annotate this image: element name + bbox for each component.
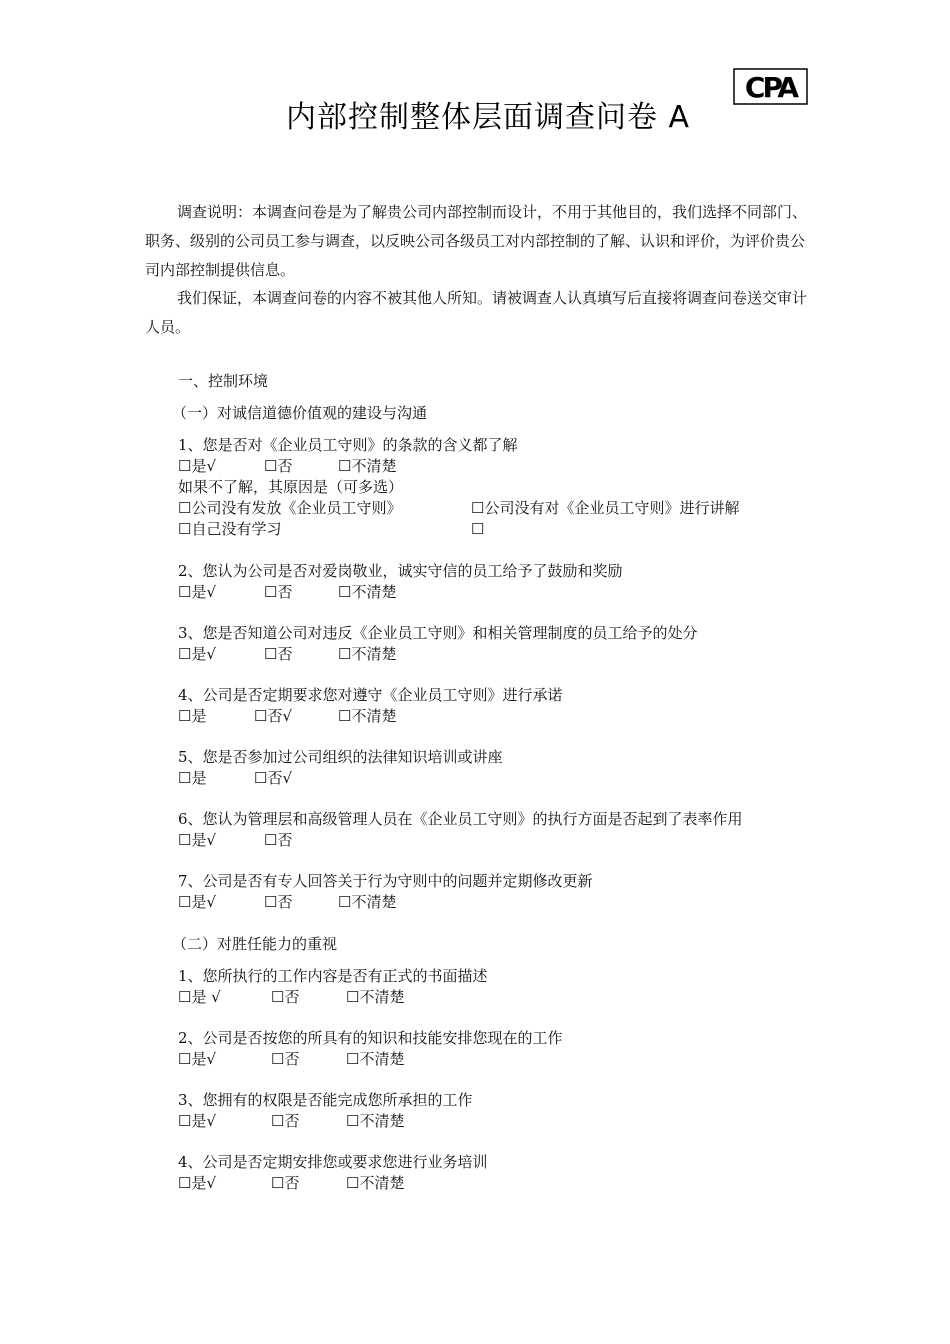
question-text: 7、公司是否有专人回答关于行为守则中的问题并定期修改更新	[178, 872, 593, 890]
option-no[interactable]: ☐否	[264, 645, 293, 663]
question-text: 2、公司是否按您的所具有的知识和技能安排您现在的工作	[178, 1029, 563, 1047]
option-no[interactable]: ☐否	[264, 893, 293, 911]
option-yes[interactable]: ☐是√	[178, 457, 217, 475]
reason-option-not-explained[interactable]: ☐公司没有对《企业员工守则》进行讲解	[471, 499, 740, 517]
reason-option-other[interactable]: ☐	[471, 520, 485, 538]
option-yes[interactable]: ☐是√	[178, 1174, 217, 1192]
answer-row	[178, 644, 818, 664]
option-unclear[interactable]: ☐不清楚	[346, 1050, 405, 1068]
option-unclear[interactable]: ☐不清楚	[338, 583, 397, 601]
option-unclear[interactable]: ☐不清楚	[338, 645, 397, 663]
answer-row	[178, 1111, 818, 1131]
question-text: 4、公司是否定期要求您对遵守《企业员工守则》进行承诺	[178, 686, 563, 704]
answer-row	[178, 1173, 818, 1193]
option-unclear[interactable]: ☐不清楚	[338, 707, 397, 725]
option-no[interactable]: ☐否	[264, 457, 293, 475]
option-no[interactable]: ☐否√	[254, 707, 293, 725]
question-text: 3、您是否知道公司对违反《企业员工守则》和相关管理制度的员工给予的处分	[178, 624, 698, 642]
answer-row	[178, 987, 818, 1007]
option-no[interactable]: ☐否	[264, 831, 293, 849]
intro-paragraph-1: 调查说明：本调查问卷是为了解贵公司内部控制而设计，不用于其他目的，我们选择不同部门、职务、级别的公司员工参与调查，以反映公司各级员工对内部控制的了解、认识和评价，为评价贵公司内部控制提供信息。	[145, 203, 808, 279]
option-no[interactable]: ☐否	[271, 1112, 300, 1130]
question-text: 4、公司是否定期安排您或要求您进行业务培训	[178, 1153, 488, 1171]
subsection-heading-integrity: （一）对诚信道德价值观的建设与沟通	[172, 404, 428, 422]
answer-row	[178, 1049, 818, 1069]
option-yes[interactable]: ☐是	[178, 769, 207, 787]
question-text: 3、您拥有的权限是否能完成您所承担的工作	[178, 1091, 473, 1109]
option-yes[interactable]: ☐是√	[178, 645, 217, 663]
option-yes[interactable]: ☐是√	[178, 831, 217, 849]
question-text: 2、您认为公司是否对爱岗敬业，诚实守信的员工给予了鼓励和奖励	[178, 562, 623, 580]
answer-row	[178, 892, 818, 912]
option-no[interactable]: ☐否	[271, 1174, 300, 1192]
document-title: 内部控制整体层面调查问卷 A	[286, 100, 691, 135]
cpa-logo	[733, 68, 808, 105]
answer-row	[178, 582, 818, 602]
question-text: 1、您所执行的工作内容是否有正式的书面描述	[178, 967, 488, 985]
option-yes[interactable]: ☐是√	[178, 583, 217, 601]
reason-label: 如果不了解，其原因是（可多选）	[178, 478, 404, 496]
section-heading-control-environment: 一、控制环境	[178, 372, 269, 390]
subsection-heading-competence: （二）对胜任能力的重视	[172, 935, 338, 953]
answer-row	[178, 830, 818, 850]
option-yes[interactable]: ☐是√	[178, 1050, 217, 1068]
option-no[interactable]: ☐否	[271, 1050, 300, 1068]
answer-row	[178, 456, 818, 476]
option-yes[interactable]: ☐是√	[178, 893, 217, 911]
option-yes[interactable]: ☐是	[178, 707, 207, 725]
question-text: 5、您是否参加过公司组织的法律知识培训或讲座	[178, 748, 503, 766]
option-yes[interactable]: ☐是√	[178, 1112, 217, 1130]
option-no[interactable]: ☐否	[271, 988, 300, 1006]
option-unclear[interactable]: ☐不清楚	[346, 988, 405, 1006]
reason-option-not-distributed[interactable]: ☐公司没有发放《企业员工守则》	[178, 499, 402, 517]
option-unclear[interactable]: ☐不清楚	[346, 1174, 405, 1192]
reason-option-not-studied[interactable]: ☐自己没有学习	[178, 520, 282, 538]
question-text: 6、您认为管理层和高级管理人员在《企业员工守则》的执行方面是否起到了表率作用	[178, 810, 743, 828]
answer-row	[178, 768, 818, 788]
option-unclear[interactable]: ☐不清楚	[338, 457, 397, 475]
logo-text: CPA	[744, 71, 797, 104]
question-text: 1、您是否对《企业员工守则》的条款的含义都了解	[178, 436, 518, 454]
option-no[interactable]: ☐否	[264, 583, 293, 601]
option-yes[interactable]: ☐是 √	[178, 988, 221, 1006]
intro-paragraph-2: 我们保证，本调查问卷的内容不被其他人所知。请被调查人认真填写后直接将调查问卷送交审计人员。	[145, 289, 808, 336]
option-no[interactable]: ☐否√	[254, 769, 293, 787]
answer-row	[178, 706, 818, 726]
option-unclear[interactable]: ☐不清楚	[338, 893, 397, 911]
option-unclear[interactable]: ☐不清楚	[346, 1112, 405, 1130]
